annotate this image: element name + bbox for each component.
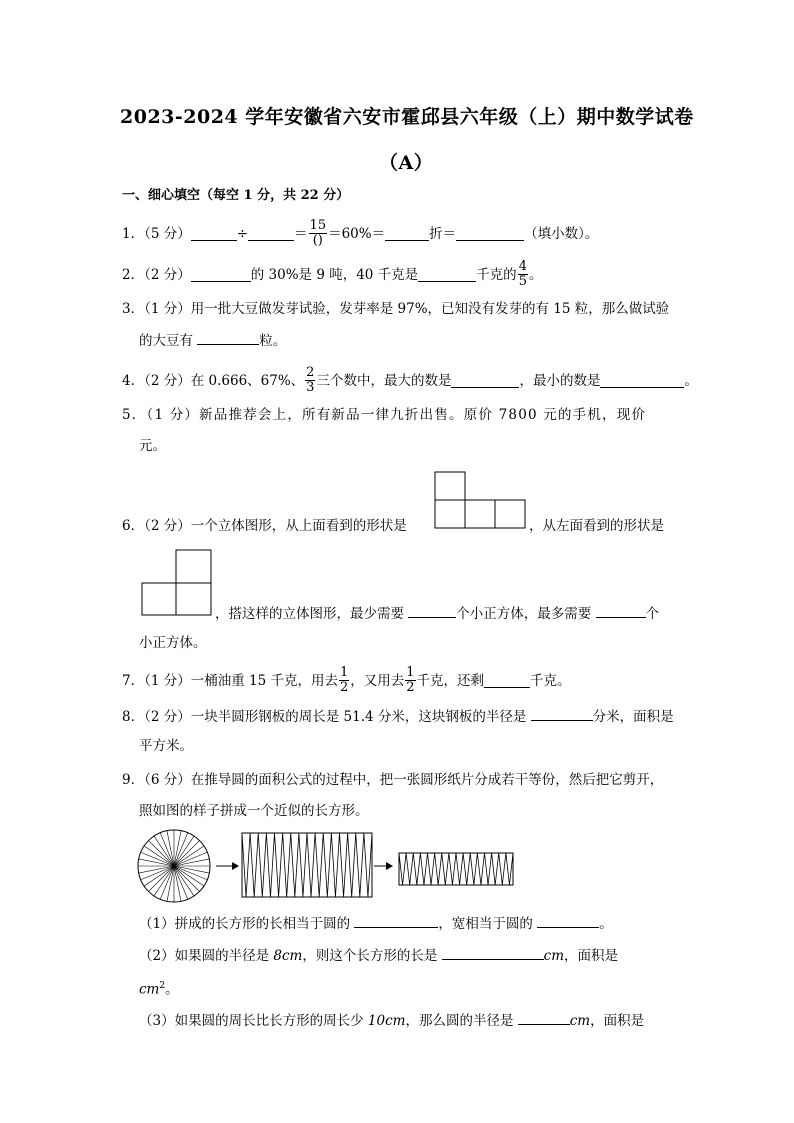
q7-frac1-den: 2	[339, 680, 349, 695]
left-view-square	[176, 550, 211, 583]
q9-sub2-blank[interactable]	[442, 946, 544, 960]
q1-blank-3[interactable]	[385, 227, 429, 241]
q8-blank[interactable]	[531, 707, 593, 721]
q6-line2-suffix: 个	[645, 606, 660, 622]
q6-line1-prefix: 6．（2 分）一个立体图形，从上面看到的形状是	[122, 518, 407, 534]
q6-line2-mid: 个小正方体，最多需要	[456, 606, 596, 622]
q9-sub2-mid: ，则这个长方形的长是	[302, 948, 442, 964]
q6-blank-1[interactable]	[408, 604, 456, 618]
top-view-square	[435, 472, 465, 500]
q1-blank-2[interactable]	[248, 227, 294, 241]
q9-sub3-unit: cm	[385, 1013, 406, 1029]
q1-div: ÷	[236, 225, 249, 242]
q7-fraction-1	[339, 666, 349, 695]
question-9-sub1	[139, 914, 613, 933]
q3-line2-prefix: 的大豆有	[139, 333, 198, 349]
top-view-square	[465, 500, 495, 528]
question-1	[122, 219, 598, 248]
q2-fraction	[518, 260, 528, 289]
q2-mid: 的 30%是 9 吨，40 千克是	[250, 266, 419, 283]
q4-frac-den: 3	[306, 380, 315, 395]
q2-blank-1[interactable]	[191, 268, 251, 282]
q9-sub2-suffix: ，面积是	[564, 948, 619, 964]
question-6-line3: 小正方体。	[139, 635, 207, 651]
question-6-line1-suffix: ，从左面看到的形状是	[529, 518, 664, 534]
top-view-square	[435, 500, 465, 528]
q1-blank-4[interactable]	[456, 227, 524, 241]
q9-sub3-unit2: cm	[569, 1013, 591, 1029]
q4-prefix: 4．（2 分）在 0.666、67%、	[122, 372, 305, 389]
q9-sub2-end: 。	[165, 981, 179, 998]
sector-line	[174, 866, 199, 891]
q1-blank-1[interactable]	[191, 227, 237, 241]
q7-frac2-num: 1	[406, 665, 415, 680]
q1-frac-num: 15	[309, 218, 327, 233]
q2-frac-den: 5	[518, 274, 527, 289]
q9-sub2-unit2: cm	[543, 948, 565, 964]
q2-prefix: 2．（2 分）	[122, 266, 191, 283]
zigzag-line	[399, 853, 513, 885]
q9-sub2-unit3: cm	[139, 981, 160, 998]
question-7	[122, 666, 571, 695]
question-9-line1: 9．（6 分）在推导圆的面积公式的过程中，把一张圆形纸片分成若干等份，然后把它剪开，	[122, 772, 664, 788]
q7-blank[interactable]	[484, 674, 530, 688]
q4-blank-1[interactable]	[451, 374, 519, 388]
q9-sub3-blank[interactable]	[518, 1011, 570, 1025]
q4-frac-num: 2	[306, 365, 315, 380]
q4-suffix: 。	[684, 372, 698, 389]
top-view-square	[495, 500, 525, 528]
sector-line	[149, 841, 174, 866]
question-6-line1	[122, 517, 407, 535]
q2-mid2: 千克的	[476, 266, 517, 283]
left-view-figure	[141, 549, 215, 617]
question-5-line1: 5．（1 分）新品推荐会上，所有新品一律九折出售。原价 7800 元的手机，现价	[122, 407, 647, 423]
q3-line2-suffix: 粒。	[259, 333, 287, 349]
q3-blank[interactable]	[197, 331, 259, 345]
q9-sub2-prefix: （2）如果圆的半径是	[139, 948, 274, 964]
q9-sub1-mid: ，宽相当于圆的	[438, 916, 538, 932]
q9-sub2-sup: 2	[159, 981, 166, 991]
q1-zhe: 折＝	[429, 225, 457, 242]
q9-sub1-blank-2[interactable]	[537, 914, 599, 928]
question-6-line2	[215, 604, 659, 623]
question-3-line1: 3．（1 分）用一批大豆做发芽试验，发芽率是 97%，已知没有发芽的有 15 粒，那么做试验	[122, 301, 670, 317]
q8-line1-suffix: 分米，面积是	[592, 709, 674, 725]
q4-fraction	[305, 366, 315, 395]
question-9-sub3	[139, 1011, 644, 1030]
q9-sub3-mid: ，那么圆的半径是	[405, 1013, 518, 1029]
q9-sub1-suffix: 。	[599, 916, 613, 932]
q1-suffix: （填小数）。	[524, 225, 599, 242]
q1-frac-den: ()	[312, 233, 323, 248]
circle-diagram	[138, 830, 210, 902]
q4-mid: 三个数中，最大的数是	[316, 372, 452, 389]
q7-mid2: 千克，还剩	[416, 672, 485, 689]
circle-rearrange-figure	[136, 829, 526, 905]
question-3-line2	[139, 331, 286, 350]
question-4	[122, 366, 698, 395]
left-view-square	[142, 583, 176, 615]
q7-frac1-num: 1	[339, 665, 349, 680]
q7-fraction-2	[405, 666, 415, 695]
arrow-icon	[374, 862, 393, 870]
arranged-strips-2	[399, 853, 513, 885]
question-5-line2: 元。	[139, 438, 166, 454]
arranged-strips-1	[242, 833, 372, 897]
sector-line	[149, 866, 174, 891]
question-8-line1	[122, 707, 674, 726]
question-9-line2: 照如图的样子拼成一个近似的长方形。	[139, 803, 369, 819]
left-view-square	[176, 583, 211, 615]
q7-suffix: 千克。	[530, 672, 571, 689]
question-9-sub2-line2	[139, 977, 179, 999]
q9-sub3-prefix: （3）如果圆的周长比长方形的周长少	[139, 1013, 368, 1029]
q2-blank-2[interactable]	[418, 268, 476, 282]
arrow-icon	[216, 862, 239, 870]
q9-sub3-suffix: ，面积是	[590, 1013, 645, 1029]
question-8-line2: 平方米。	[139, 738, 193, 754]
question-2	[122, 260, 542, 289]
zigzag-line	[242, 833, 372, 897]
q9-sub3-value: 10	[367, 1013, 386, 1029]
q9-sub1-blank-1[interactable]	[354, 914, 438, 928]
sector-line	[174, 841, 199, 866]
q2-suffix: 。	[528, 266, 543, 283]
q9-sub2-unit: cm	[281, 948, 303, 964]
q4-blank-2[interactable]	[600, 374, 684, 388]
q8-line1-prefix: 8．（2 分）一块半圆形钢板的周长是 51.4 分米，这块钢板的半径是	[122, 709, 531, 725]
q7-mid: ，又用去	[350, 672, 405, 689]
q4-mid2: ，最小的数是	[519, 372, 601, 389]
question-9-sub2	[139, 946, 618, 965]
q6-blank-2[interactable]	[596, 604, 646, 618]
page-subtitle: （A）	[379, 152, 434, 174]
top-view-figure	[434, 471, 528, 531]
section-heading: 一、细心填空（每空 1 分，共 22 分）	[122, 188, 350, 203]
q1-eq2: ＝60%＝	[328, 225, 386, 242]
q1-eq: ＝	[294, 225, 308, 242]
q1-prefix: 1．（5 分）	[122, 225, 191, 242]
q1-fraction	[309, 219, 328, 248]
q7-prefix: 7．（1 分）一桶油重 15 千克，用去	[122, 672, 338, 689]
q2-frac-num: 4	[518, 259, 527, 274]
q9-sub1-prefix: （1）拼成的长方形的长相当于圆的	[139, 916, 355, 932]
q6-line2-prefix: ，搭这样的立体图形，最少需要	[215, 606, 409, 622]
q9-sub2-value: 8	[273, 948, 282, 964]
q7-frac2-den: 2	[406, 680, 415, 695]
page-title: 2023-2024 学年安徽省六安市霍邱县六年级（上）期中数学试卷	[120, 106, 694, 128]
